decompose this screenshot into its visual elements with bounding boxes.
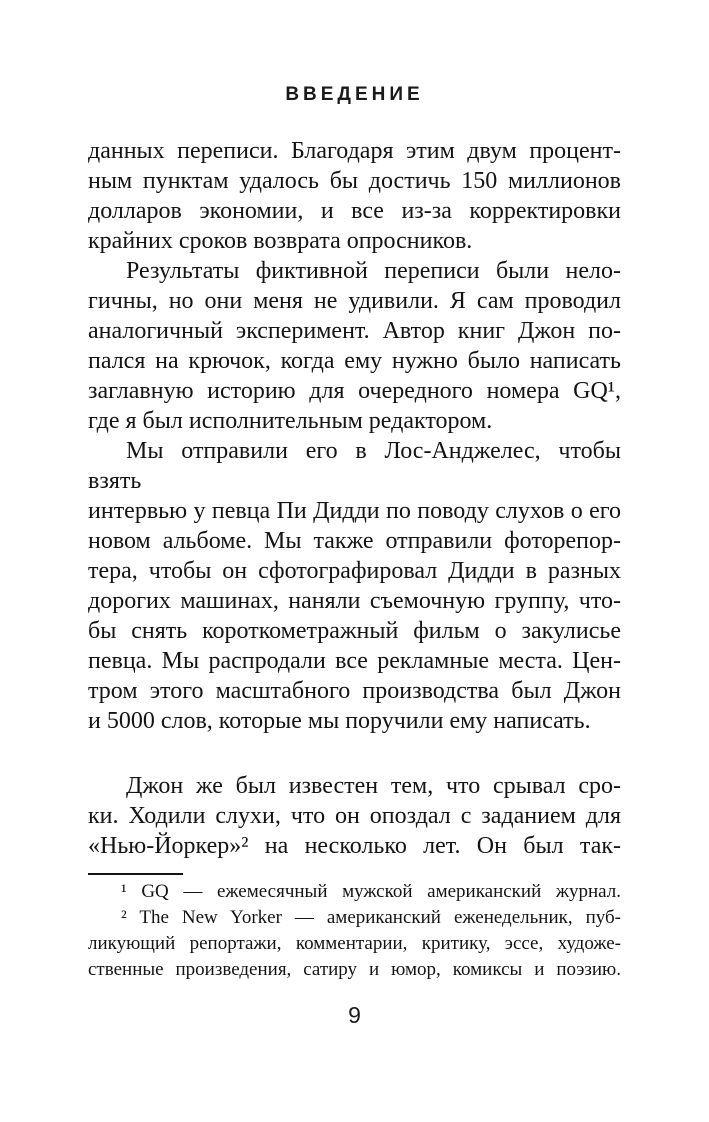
text-line: интервью у певца Пи Дидди по поводу слухов о его xyxy=(88,498,621,524)
text-line: ликующий репортажи, комментарии, критику, эссе, художе- xyxy=(88,933,621,954)
text-line: тром этого масштабного производства был Джон xyxy=(88,678,621,704)
text-line: ственные произведения, сатиру и юмор, комиксы и поэзию. xyxy=(88,959,621,980)
text-line: Результаты фиктивной переписи были нело- xyxy=(126,258,621,284)
text-line: Мы отправили его в Лос-Анджелес, чтобы взять xyxy=(88,438,621,494)
footnotes xyxy=(88,879,621,983)
text-line: бы снять короткометражный фильм о закулисье xyxy=(88,618,621,644)
text-line: где я был исполнительным редактором. xyxy=(88,408,493,434)
text-line: Джон же был известен тем, что срывал сро- xyxy=(126,773,621,799)
text-line: аналогичный эксперимент. Автор книг Джон по- xyxy=(88,318,621,344)
paragraph xyxy=(88,879,621,905)
footnote-divider xyxy=(88,873,183,875)
text-line: пался на крючок, когда ему нужно было написать xyxy=(88,348,621,374)
text-line: «Нью-Йоркер»² на несколько лет. Он был так- xyxy=(88,833,621,859)
text-line: ным пунктам удалось бы достичь 150 миллионов xyxy=(88,168,621,194)
text-line: и 5000 слов, которые мы поручили ему написать. xyxy=(88,708,591,734)
text-line: тера, чтобы он сфотографировал Дидди в разных xyxy=(88,558,621,584)
paragraph xyxy=(88,256,621,436)
text-line: певца. Мы распродали все рекламные места. Цен- xyxy=(88,648,621,674)
text-line: заглавную историю для очередного номера GQ¹, xyxy=(88,378,621,404)
text-line: ² The New Yorker — американский еженедельник, пуб- xyxy=(121,907,621,928)
paragraph xyxy=(88,771,621,861)
page-number: 9 xyxy=(348,1002,361,1028)
running-header: ВВЕДЕНИЕ xyxy=(285,84,424,105)
body-text xyxy=(88,136,621,861)
text-line: ки. Ходили слухи, что он опоздал с заданием для xyxy=(88,803,621,829)
text-line: новом альбоме. Мы также отправили фоторепор- xyxy=(88,528,621,554)
text-line: данных переписи. Благодаря этим двум процент- xyxy=(88,138,621,164)
text-line: крайних сроков возврата опросников. xyxy=(88,228,473,254)
text-line: ¹ GQ — ежемесячный мужской американский журнал. xyxy=(121,881,621,902)
text-line: дорогих машинах, наняли съемочную группу, что- xyxy=(88,588,621,614)
paragraph xyxy=(88,905,621,983)
paragraph xyxy=(88,136,621,256)
text-line: гичны, но они меня не удивили. Я сам проводил xyxy=(88,288,621,314)
paragraph xyxy=(88,436,621,736)
text-line: долларов экономии, и все из-за корректировки xyxy=(88,198,621,224)
